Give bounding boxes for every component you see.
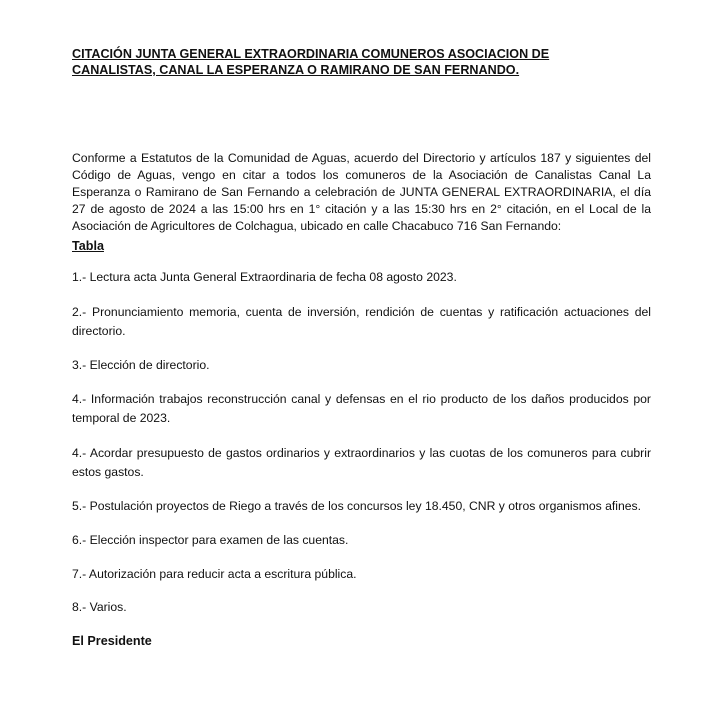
agenda-item-5: 5.- Postulación proyectos de Riego a través de los concursos ley 18.450, CNR y otros organismos afines.	[72, 499, 642, 513]
agenda-item-4b: 4.- Acordar presupuesto de gastos ordinarios y extraordinarios y las cuotas de los comuneros para cubrir estos gastos.	[72, 446, 651, 479]
intro-paragraph: Conforme a Estatutos de la Comunidad de Aguas, acuerdo del Directorio y artículos 187 y siguientes del Código de Aguas, vengo en citar a todos los comuneros de la Asociación de Canalistas Canal La Esperanza o Ramirano de San Fernando a celebración de JUNTA GENERAL EXTRAORDINARIA, el día 27 de agosto de 2024 a las 15:00 hrs en 1° citación y a las 15:30 hrs en 2° citación, en el Local de la Asociación de Agricultores de Colchagua, ubicado en calle Chacabuco 716 San Fernando:	[72, 151, 651, 233]
signature-line: El Presidente	[72, 634, 152, 648]
agenda-item-2: 2.- Pronunciamiento memoria, cuenta de inversión, rendición de cuentas y ratificación actuaciones del directorio.	[72, 305, 651, 338]
agenda-item-1: 1.- Lectura acta Junta General Extraordinaria de fecha 08 agosto 2023.	[72, 270, 457, 284]
agenda-item-4: 4.- Información trabajos reconstrucción canal y defensas en el rio producto de los daños producidos por temporal de 2023.	[72, 392, 651, 425]
document-title: CITACIÓN JUNTA GENERAL EXTRAORDINARIA COMUNEROS ASOCIACION DE CANALISTAS, CANAL LA ESPERANZA O RAMIRANO DE SAN FERNANDO.	[72, 47, 550, 77]
agenda-heading: Tabla	[72, 239, 104, 253]
agenda-item-6: 6.- Elección inspector para examen de las cuentas.	[72, 533, 349, 547]
agenda-item-8: 8.- Varios.	[72, 600, 127, 614]
agenda-item-7: 7.- Autorización para reducir acta a escritura pública.	[72, 567, 357, 581]
agenda-item-3: 3.- Elección de directorio.	[72, 358, 210, 372]
